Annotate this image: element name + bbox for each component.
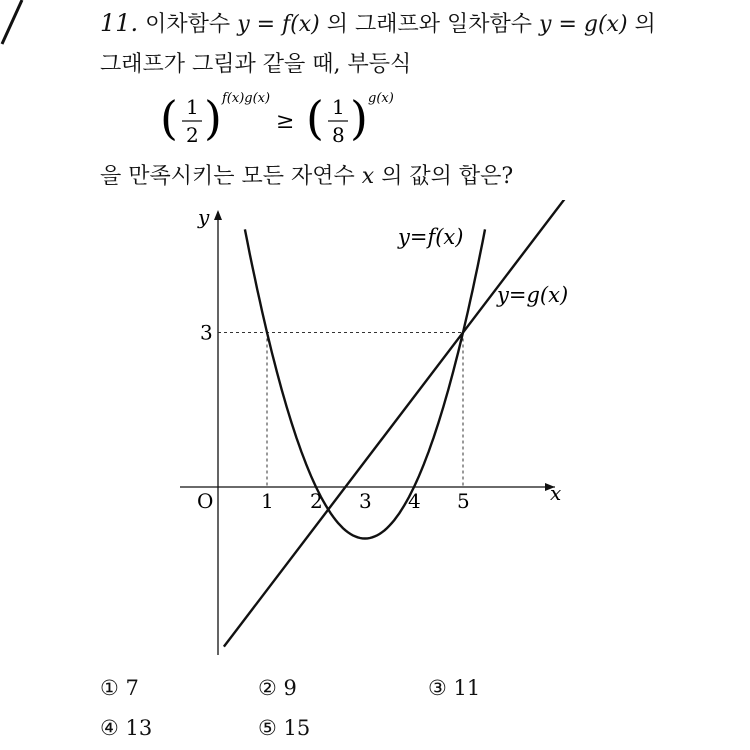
curves [224,200,589,647]
variable-x: x [361,164,375,189]
choice-1[interactable] [100,676,139,700]
problem-text-a: 이차함수 [145,12,231,37]
x-tick-label-5: 5 [457,489,470,513]
choice-4-value: 13 [125,716,153,740]
choice-5[interactable] [258,716,310,740]
y-tick-label-3: 3 [200,320,213,345]
choice-3-mark: ③ [428,676,447,700]
problem-text-d: 을 만족시키는 모든 자연수 [100,164,355,189]
y-axis-label: y [198,205,210,229]
x-tick-label-4: 4 [408,489,421,513]
paren-close-right: ) [350,91,368,145]
exp-left: f(x)g(x) [222,91,271,106]
problem-text-b: 의 그래프와 일차함수 [326,12,533,37]
series-g-line [224,200,589,647]
corner-slash-mark [0,0,40,60]
problem-line-3 [100,162,513,192]
choice-2-mark: ② [258,676,277,700]
inequality-formula [160,88,400,152]
choice-4-mark: ④ [100,716,119,740]
x-tick-label-1: 1 [261,489,274,513]
g-function-label: y = g(x) [539,12,628,37]
choice-5-value: 15 [283,716,311,740]
series-g-label: y=g(x) [497,283,569,307]
x-tick-label-2: 2 [310,489,323,513]
x-axis-label: x [550,481,562,505]
relation-sign: ≥ [276,109,295,134]
paren-open-right: ( [306,91,324,145]
choice-4[interactable] [100,716,152,740]
origin-label: O [197,489,214,513]
choice-5-mark: ⑤ [258,716,277,740]
inequality [160,88,400,156]
paren-close-left: ) [204,91,222,145]
paren-open-left: ( [160,91,178,145]
axes [180,210,555,655]
series-f-label: y=f(x) [398,225,464,249]
x-tick-label-3: 3 [359,489,372,513]
function-graph [0,200,750,660]
problem-text-e: 의 값의 합은? [381,164,514,189]
choice-3[interactable] [428,676,480,700]
choice-1-mark: ① [100,676,119,700]
frac-left-den: 2 [186,123,199,147]
y-axis-arrow [214,210,222,220]
problem-line-2: 그래프가 그림과 같을 때, 부등식 [100,52,412,77]
problem-line-1 [100,8,656,40]
problem-text-c: 의 [634,12,656,37]
graph-labels [197,205,568,513]
frac-right-den: 8 [332,123,345,147]
f-function-label: y = f(x) [237,12,320,37]
choice-2[interactable] [258,676,297,700]
frac-right-num: 1 [332,95,345,119]
choice-3-value: 11 [453,676,481,700]
exp-right: g(x) [368,91,394,106]
choice-2-value: 9 [283,676,297,700]
problem-number: 11. [100,9,139,37]
choice-1-value: 7 [125,676,139,700]
frac-left-num: 1 [186,95,199,119]
guide-lines [218,333,463,488]
